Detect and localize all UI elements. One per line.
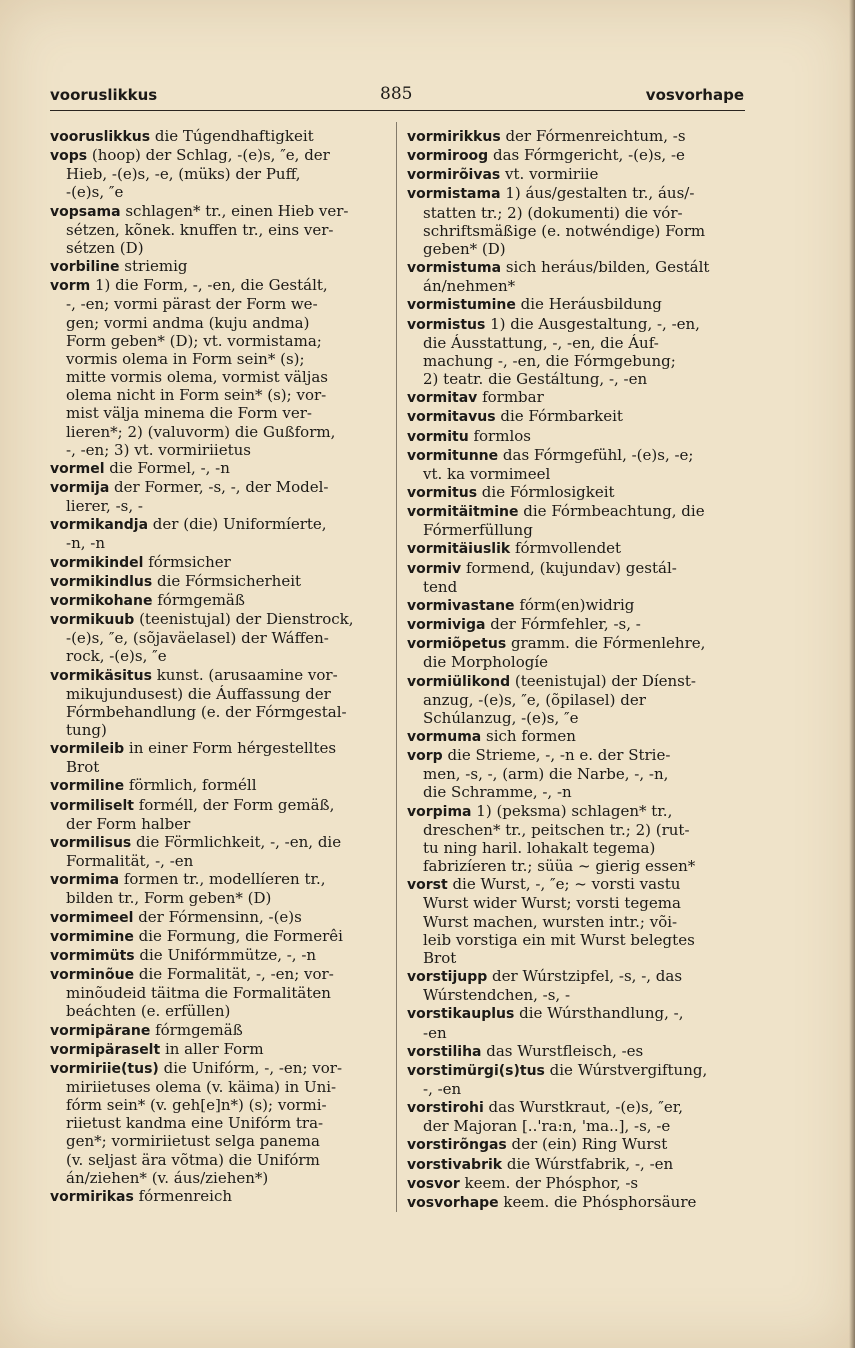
entry-line	[407, 746, 742, 765]
dictionary-entry	[407, 446, 742, 483]
headword: vormikäsitus	[50, 667, 152, 684]
headword: vormistuma	[407, 260, 502, 277]
definition-text: in einer Form hérgestelltes	[124, 739, 337, 758]
header-rule	[50, 110, 745, 111]
entry-line	[50, 946, 380, 965]
definition-text: die Heráusbildung	[515, 295, 662, 314]
entry-line	[50, 610, 380, 629]
headword: vopsama	[50, 203, 121, 220]
entry-line	[50, 459, 380, 478]
entry-line: schriftsmäßige (e. notwéndige) Form	[423, 221, 706, 240]
definition-text: die Túgendhaftigkeit	[150, 127, 314, 145]
headword: vormiroog	[407, 148, 489, 165]
definition-text: die Wurst, -, ″e; ~ vorsti vastu	[447, 875, 681, 894]
dictionary-entry	[407, 295, 742, 314]
headword: vormitav	[407, 390, 478, 407]
headword: vormipäraselt	[50, 1041, 161, 1058]
entry-line	[50, 833, 380, 852]
dictionary-entry	[407, 483, 742, 502]
definition-text: der Fórmenreichtum, -s	[500, 127, 686, 145]
definition-text: formbar	[477, 388, 544, 407]
dictionary-entry	[50, 1040, 380, 1059]
dictionary-entry	[50, 666, 380, 740]
column-divider	[396, 122, 397, 1212]
entry-line	[50, 927, 380, 946]
definition-text: die Strieme, -, -n e. der Strie-	[442, 746, 671, 765]
entry-line: machung -, -en, die Fórmgebung;	[423, 351, 676, 370]
entry-line	[407, 165, 742, 184]
entry-line: statten tr.; 2) (dokumenti) die vór-	[423, 203, 683, 222]
page-number: 885	[380, 84, 413, 104]
entry-line	[50, 870, 380, 889]
dictionary-entry	[407, 727, 742, 746]
dictionary-entry	[407, 559, 742, 596]
dictionary-entry	[407, 1135, 742, 1154]
entry-line: tu ning haril. lohakalt tegema)	[423, 838, 656, 857]
definition-text: der (die) Uniformíerte,	[148, 515, 327, 534]
headword: vormikandja	[50, 517, 149, 534]
dictionary-entry	[407, 615, 742, 634]
headword: vorstirõngas	[407, 1137, 507, 1154]
headword: vormiülikond	[407, 673, 511, 690]
entry-line: gen*; vormiriietust selga panema	[66, 1132, 320, 1151]
dictionary-entry	[50, 276, 380, 459]
entry-line: rock, -(e)s, ″e	[66, 647, 167, 666]
headword: vormima	[50, 872, 120, 889]
entry-line: beáchten (e. erfüllen)	[66, 1002, 231, 1021]
definition-text: formend, (kujundav) gestál-	[461, 558, 677, 577]
dictionary-entry	[407, 1061, 742, 1098]
running-headword-right: vosvorhape	[645, 86, 744, 104]
entry-line: mist välja minema die Form ver-	[66, 404, 312, 423]
entry-line	[407, 1098, 742, 1117]
entry-line	[407, 1174, 742, 1193]
entry-line	[50, 1040, 380, 1059]
dictionary-entry	[407, 165, 742, 184]
entry-line: fabrizíeren tr.; süüa ~ gierig essen*	[423, 857, 696, 876]
entry-line: die Áusstattung, -, -en, die Áuf-	[423, 333, 659, 352]
entry-line	[50, 1021, 380, 1040]
entry-line: die Schramme, -, -n	[423, 783, 572, 802]
definition-text: (teenistujal) der Díenst-	[510, 671, 696, 690]
dictionary-entry	[50, 459, 380, 478]
headword: vormistumine	[407, 297, 516, 314]
headword: vooruslikkus	[50, 129, 151, 145]
left-column	[50, 127, 380, 1206]
definition-text: die Förmlichkeit, -, -en, die	[131, 832, 342, 851]
definition-text: die Unifórm, -, -en; vor-	[158, 1058, 343, 1077]
definition-text: förmlich, forméll	[124, 776, 257, 795]
entry-line	[50, 478, 380, 497]
dictionary-entry	[407, 388, 742, 407]
dictionary-entry	[407, 502, 742, 539]
headword: vorstikauplus	[407, 1006, 515, 1023]
entry-line	[407, 672, 742, 691]
headword: vormiliselt	[50, 797, 134, 814]
headword: vormitavus	[407, 409, 496, 426]
entry-line	[407, 315, 742, 334]
definition-text: keem. die Phósphorsäure	[498, 1192, 697, 1211]
headword: vorbiline	[50, 259, 120, 276]
definition-text: sich heráus/bilden, Gestált	[501, 258, 710, 277]
entry-line: tung)	[66, 721, 107, 739]
headword: vormikindel	[50, 554, 144, 571]
entry-line: -, -en	[423, 1079, 462, 1098]
dictionary-entry	[407, 1193, 742, 1212]
dictionary-entry	[407, 127, 742, 146]
entry-line: Fórmerfüllung	[423, 521, 533, 540]
entry-line	[407, 559, 742, 578]
definition-text: keem. der Phósphor, -s	[459, 1173, 639, 1192]
definition-text: formlos	[468, 426, 531, 445]
entry-line: leib vorstiga ein mit Wurst belegtes	[423, 930, 695, 949]
page-edge-shadow	[849, 0, 855, 1348]
entry-line	[50, 202, 380, 221]
entry-line	[407, 407, 742, 426]
page-header	[50, 84, 744, 110]
definition-text: die Fórmbeachtung, die	[518, 502, 705, 521]
entry-line	[407, 127, 742, 146]
dictionary-entry	[50, 870, 380, 907]
headword: vorst	[407, 877, 448, 894]
entry-line: Brot	[66, 758, 100, 777]
dictionary-entry	[407, 1155, 742, 1174]
entry-line	[407, 1061, 742, 1080]
entry-line	[50, 908, 380, 927]
headword: vormitäitmine	[407, 504, 519, 521]
entry-line	[407, 295, 742, 314]
entry-line: lierer, -s, -	[66, 497, 143, 516]
dictionary-entry	[407, 1174, 742, 1193]
headword: vormirikkus	[407, 129, 501, 145]
dictionary-entry	[50, 965, 380, 1020]
headword: vormimeel	[50, 909, 134, 926]
headword: vormirõivas	[407, 167, 501, 184]
dictionary-entry	[407, 539, 742, 558]
definition-text: die Unifórmmütze, -, -n	[134, 945, 317, 964]
headword: vosvorhape	[407, 1194, 499, 1211]
entry-line	[407, 1135, 742, 1154]
entry-line: Wúrstendchen, -s, -	[423, 986, 571, 1005]
entry-line: -(e)s, ″e, (sõjaväelasel) der Wáffen-	[66, 629, 329, 648]
dictionary-entry	[50, 796, 380, 833]
definition-text: striemig	[119, 257, 188, 276]
entry-line	[407, 802, 742, 821]
headword: vorstiliha	[407, 1043, 482, 1060]
entry-line: -en	[423, 1023, 447, 1042]
headword: vormitunne	[407, 447, 499, 464]
headword: vorstirohi	[407, 1100, 484, 1117]
dictionary-entry	[407, 672, 742, 727]
definition-text: fórmvollendet	[510, 539, 622, 558]
headword: vorminõue	[50, 967, 135, 984]
dictionary-entry	[407, 1004, 742, 1041]
definition-text: der Wúrstzipfel, -s, -, das	[487, 967, 683, 986]
dictionary-entry	[50, 908, 380, 927]
entry-line	[407, 634, 742, 653]
entry-line: Wurst machen, wursten intr.; või-	[423, 912, 678, 931]
entry-line	[407, 1155, 742, 1174]
headword: vormiv	[407, 560, 462, 577]
right-column	[407, 127, 742, 1212]
dictionary-entry	[407, 427, 742, 446]
entry-line	[407, 258, 742, 277]
entry-line: Hieb, -(e)s, -e, (müks) der Puff,	[66, 165, 301, 184]
entry-line	[50, 276, 380, 295]
headword: vorm	[50, 278, 91, 295]
entry-line	[407, 875, 742, 894]
definition-text: die Wúrstfabrik, -, -en	[502, 1154, 674, 1173]
entry-line	[407, 1193, 742, 1212]
entry-line: riietust kandma eine Unifórm tra-	[66, 1114, 324, 1133]
entry-line: án/ziehen* (v. áus/ziehen*)	[66, 1168, 269, 1187]
definition-text: 1) áus/gestalten tr., áus/-	[500, 184, 695, 203]
entry-line	[50, 127, 380, 146]
running-headword-left: vooruslikkus	[50, 86, 158, 104]
dictionary-entry	[407, 634, 742, 671]
dictionary-entry	[407, 315, 742, 389]
dictionary-entry	[407, 1098, 742, 1135]
headword: vops	[50, 148, 88, 165]
headword: vormikindlus	[50, 573, 153, 590]
entry-line: -n, -n	[66, 534, 105, 553]
definition-text: forméll, der Form gemäß,	[133, 795, 335, 814]
dictionary-entry	[407, 875, 742, 967]
definition-text: die Formalität, -, -en; vor-	[134, 965, 334, 984]
headword: vormimine	[50, 928, 134, 945]
entry-line	[50, 1059, 380, 1078]
dictionary-entry	[50, 946, 380, 965]
entry-line	[50, 553, 380, 572]
entry-line	[50, 739, 380, 758]
entry-line	[407, 727, 742, 746]
entry-line: tend	[423, 577, 458, 596]
entry-line	[50, 796, 380, 815]
headword: vormiriie(tus)	[50, 1060, 159, 1077]
headword: vormikohane	[50, 592, 153, 609]
definition-text: der Fórmfehler, -s, -	[485, 615, 641, 634]
entry-line	[407, 184, 742, 203]
entry-line: sétzen, kõnek. knuffen tr., eins ver-	[66, 220, 334, 239]
dictionary-entry	[50, 610, 380, 665]
definition-text: die Wúrsthandlung, -,	[514, 1004, 684, 1023]
definition-text: sich formen	[481, 727, 576, 745]
entry-line	[407, 967, 742, 986]
entry-line	[50, 591, 380, 610]
headword: vormimüts	[50, 947, 135, 964]
dictionary-entry	[407, 596, 742, 615]
dictionary-entry	[50, 515, 380, 552]
headword: vormitus	[407, 484, 478, 501]
definition-text: vt. vormiriie	[500, 165, 599, 184]
definition-text: (hoop) der Schlag, -(e)s, ″e, der	[87, 146, 330, 165]
definition-text: 1) (peksma) schlagen* tr.,	[471, 801, 673, 820]
definition-text: fórmgemäß	[150, 1020, 243, 1039]
dictionary-entry	[50, 927, 380, 946]
entry-line	[407, 615, 742, 634]
entry-line	[407, 1004, 742, 1023]
entry-line: sétzen (D)	[66, 238, 144, 257]
entry-line: -, -en; 3) vt. vormiriietus	[66, 440, 251, 459]
definition-text: der Fórmensinn, -(e)s	[133, 907, 302, 926]
entry-line	[50, 666, 380, 685]
entry-line	[50, 572, 380, 591]
entry-line	[407, 1042, 742, 1061]
definition-text: das Fórmgericht, -(e)s, -e	[488, 146, 685, 165]
entry-line: dreschen* tr., peitschen tr.; 2) (rut-	[423, 820, 690, 839]
definition-text: die Wúrstvergiftung,	[544, 1060, 708, 1079]
entry-line	[50, 257, 380, 276]
definition-text: 1) die Ausgestaltung, -, -en,	[485, 314, 700, 333]
headword: vormipärane	[50, 1022, 151, 1039]
dictionary-entry	[50, 739, 380, 776]
entry-line: Wurst wider Wurst; vorsti tegema	[423, 894, 681, 913]
entry-line	[407, 388, 742, 407]
definition-text: schlagen* tr., einen Hieb ver-	[120, 201, 349, 220]
dictionary-entry	[407, 967, 742, 1004]
definition-text: fórmsicher	[143, 552, 231, 571]
entry-line: -, -en; vormi pärast der Form we-	[66, 295, 318, 314]
entry-line: Formalität, -, -en	[66, 852, 194, 871]
headword: vormiviga	[407, 617, 486, 634]
headword: vosvor	[407, 1175, 460, 1192]
entry-line	[407, 146, 742, 165]
dictionary-entry	[407, 258, 742, 295]
headword: vormirikas	[50, 1188, 134, 1205]
definition-text: fórmgemäß	[152, 590, 245, 609]
entry-line: der Majoran [..'ra:n, 'ma..], -s, -e	[423, 1117, 671, 1136]
dictionary-entry	[407, 802, 742, 876]
entry-line: die Morphologíe	[423, 653, 549, 672]
entry-line	[407, 502, 742, 521]
entry-line: lieren*; 2) (valuvorm) die Gußform,	[66, 422, 336, 441]
definition-text: formen tr., modellíeren tr.,	[119, 870, 326, 889]
headword: vormuma	[407, 729, 482, 745]
entry-line	[407, 427, 742, 446]
entry-line: olema nicht in Form sein* (s); vor-	[66, 386, 327, 405]
entry-line: mikujundusest) die Áuffassung der	[66, 684, 331, 703]
dictionary-entry	[50, 127, 380, 146]
entry-line: vt. ka vormimeel	[423, 464, 551, 483]
entry-line: vormis olema in Form sein* (s);	[66, 349, 305, 368]
dictionary-entry	[407, 1042, 742, 1061]
entry-line: Fórmbehandlung (e. der Fórmgestal-	[66, 702, 347, 721]
entry-line: der Form halber	[66, 814, 191, 833]
headword: vormitu	[407, 428, 469, 445]
entry-line	[407, 539, 742, 558]
dictionary-entry	[50, 257, 380, 276]
entry-line: gen; vormi andma (kuju andma)	[66, 313, 310, 332]
entry-line	[407, 596, 742, 615]
entry-line: 2) teatr. die Gestáltung, -, -en	[423, 370, 648, 389]
entry-line	[50, 146, 380, 165]
definition-text: die Formung, die Formerêi	[133, 926, 343, 945]
headword: vorstimürgi(s)tus	[407, 1062, 545, 1079]
entry-line: án/nehmen*	[423, 277, 516, 296]
definition-text: der (ein) Ring Wurst	[506, 1135, 668, 1154]
headword: vormistus	[407, 316, 486, 333]
dictionary-entry	[50, 572, 380, 591]
headword: vorpima	[407, 803, 472, 820]
definition-text: die Formel, -, -n	[104, 458, 230, 477]
headword: vormitäiuslik	[407, 541, 511, 558]
definition-text: fórm(en)widrig	[514, 595, 635, 614]
entry-line	[50, 515, 380, 534]
dictionary-entry	[50, 202, 380, 257]
dictionary-entry	[407, 746, 742, 801]
definition-text: das Wurstfleisch, -es	[481, 1041, 644, 1060]
definition-text: 1) die Form, -, -en, die Gestált,	[90, 276, 328, 295]
entry-line: geben* (D)	[423, 239, 506, 258]
dictionary-entry	[50, 591, 380, 610]
dictionary-entry	[50, 1059, 380, 1187]
headword: vorstivabrik	[407, 1156, 503, 1173]
entry-line: Schúlanzug, -(e)s, ″e	[423, 708, 579, 727]
headword: vorp	[407, 748, 443, 765]
dictionary-entry	[407, 407, 742, 426]
entry-line	[50, 776, 380, 795]
dictionary-entry	[50, 833, 380, 870]
entry-line: miriietuses olema (v. käima) in Uni-	[66, 1077, 337, 1096]
dictionary-entry	[50, 1187, 380, 1206]
dictionary-entry	[50, 1021, 380, 1040]
headword: vormivastane	[407, 597, 515, 614]
definition-text: kunst. (arusaamine vor-	[151, 665, 338, 684]
entry-line: anzug, -(e)s, ″e, (õpilasel) der	[423, 690, 646, 709]
dictionary-entry	[50, 776, 380, 795]
dictionary-entry	[50, 478, 380, 515]
entry-line	[50, 965, 380, 984]
definition-text: das Fórmgefühl, -(e)s, -e;	[498, 445, 694, 464]
dictionary-entry	[407, 146, 742, 165]
entry-line: bilden tr., Form geben* (D)	[66, 889, 272, 908]
definition-text: die Fórmbarkeit	[495, 407, 623, 426]
entry-line: -(e)s, ″e	[66, 183, 124, 202]
headword: vormija	[50, 479, 110, 496]
entry-line: minõudeid täitma die Formalitäten	[66, 984, 331, 1003]
definition-text: das Wurstkraut, -(e)s, ″er,	[483, 1098, 683, 1117]
entry-line: (v. seljast ära võtma) die Unifórm	[66, 1150, 320, 1169]
headword: vormistama	[407, 186, 501, 203]
headword: vormel	[50, 460, 105, 477]
definition-text: fórmenreich	[133, 1186, 233, 1205]
headword: vormiõpetus	[407, 636, 507, 653]
entry-line	[50, 1187, 380, 1206]
dictionary-entry	[50, 553, 380, 572]
headword: vormileib	[50, 741, 125, 758]
headword: vormilisus	[50, 834, 132, 851]
dictionary-entry	[50, 146, 380, 201]
headword: vorstijupp	[407, 969, 488, 986]
headword: vormiline	[50, 778, 125, 795]
definition-text: (teenistujal) der Dienstrock,	[134, 610, 354, 629]
entry-line: men, -s, -, (arm) die Narbe, -, -n,	[423, 765, 669, 784]
entry-line: mitte vormis olema, vormist väljas	[66, 368, 328, 387]
entry-line	[407, 446, 742, 465]
entry-line: Form geben* (D); vt. vormistama;	[66, 331, 322, 350]
definition-text: in aller Form	[160, 1039, 264, 1058]
definition-text: die Fórmsicherheit	[152, 571, 302, 590]
headword: vormikuub	[50, 612, 135, 629]
entry-line	[407, 483, 742, 502]
entry-line: fórm sein* (v. geh[e]n*) (s); vormi-	[66, 1096, 327, 1115]
dictionary-entry	[407, 184, 742, 258]
definition-text: der Former, -s, -, der Model-	[109, 477, 329, 496]
definition-text: die Fórmlosigkeit	[477, 482, 615, 501]
definition-text: gramm. die Fórmenlehre,	[506, 634, 706, 653]
entry-line: Brot	[423, 948, 457, 967]
